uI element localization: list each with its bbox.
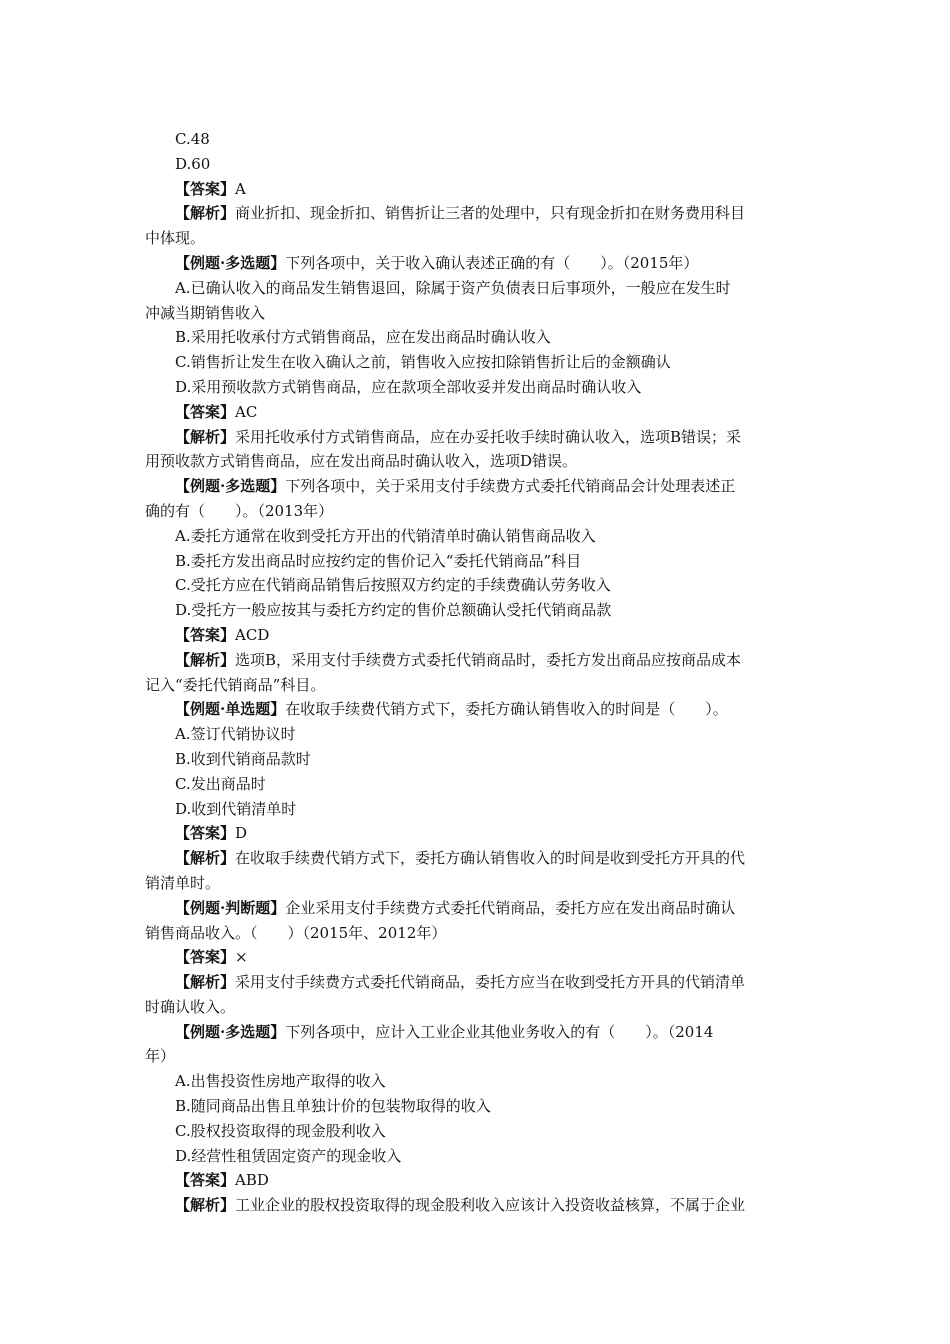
line-text: D.受托方一般应按其与委托方约定的售价总额确认受托代销商品款 [175,601,612,620]
text-line [145,499,807,524]
line-text: 记入“委托代销商品”科目。 [145,675,326,694]
line-text: 确的有（ ）。（2013年） [145,501,334,520]
text-line [145,747,807,772]
text-line [145,945,807,970]
line-text: 冲减当期销售收入 [145,303,266,322]
line-label: 【解析】 [175,973,236,992]
line-text: 时确认收入。 [145,997,236,1016]
line-text: C.股权投资取得的现金股利收入 [175,1121,386,1140]
line-text: A.签订代销协议时 [175,725,296,744]
text-line [145,400,807,425]
text-line [145,598,807,623]
line-text: 采用托收承付方式销售商品，应在办妥托收手续时确认收入，选项B错误；采 [235,427,742,446]
line-text: 中体现。 [145,229,206,248]
text-line [145,251,807,276]
line-label: 【答案】 [175,179,236,198]
line-text: 在收取手续费代销方式下，委托方确认销售收入的时间是收到受托方开具的代 [235,849,746,868]
line-text: A.委托方通常在收到受托方开出的代销清单时确认销售商品收入 [175,526,596,545]
line-label: 【答案】 [175,1171,236,1190]
text-line [145,325,807,350]
text-line [145,921,807,946]
text-line [145,301,807,326]
text-line [145,1044,807,1069]
line-text: 商业折扣、现金折扣、销售折让三者的处理中，只有现金折扣在财务费用科目 [235,204,746,223]
text-line [145,970,807,995]
line-text: AC [235,402,258,421]
line-label: 【答案】 [175,625,236,644]
line-text: C.销售折让发生在收入确认之前，销售收入应按扣除销售折让后的金额确认 [175,353,671,372]
line-text: A.已确认收入的商品发生销售退回，除属于资产负债表日后事项外，一般应在发生时 [175,278,731,297]
text-line [145,1193,807,1218]
line-text: A.出售投资性房地产取得的收入 [175,1072,386,1091]
line-text: D.收到代销清单时 [175,799,297,818]
line-text: D.60 [175,154,211,173]
text-line [145,995,807,1020]
line-text: ACD [235,625,270,644]
text-line [145,896,807,921]
text-line [145,1168,807,1193]
text-line [145,549,807,574]
text-line [145,127,807,152]
line-label: 【例题·单选题】 [175,700,286,719]
line-text: C.48 [175,130,210,148]
line-text: 下列各项中，应计入工业企业其他业务收入的有（ ）。（2014 [285,1022,714,1041]
text-line [145,1119,807,1144]
text-line [145,1069,807,1094]
text-line [145,1144,807,1169]
text-line [145,871,807,896]
line-label: 【解析】 [175,849,236,868]
line-text: × [235,948,248,967]
text-line [145,722,807,747]
line-label: 【解析】 [175,427,236,446]
line-text: D.经营性租赁固定资产的现金收入 [175,1146,402,1165]
line-text: 销清单时。 [145,873,221,892]
line-label: 【例题·多选题】 [175,253,286,272]
text-line [145,152,807,177]
text-line [145,425,807,450]
line-label: 【答案】 [175,402,236,421]
text-line [145,276,807,301]
text-line [145,201,807,226]
text-line [145,772,807,797]
line-text: 选项B，采用支付手续费方式委托代销商品时，委托方发出商品应按商品成本 [235,650,742,669]
line-text: B.收到代销商品款时 [175,749,311,768]
line-text: 下列各项中，关于收入确认表述正确的有（ ）。（2015年） [285,253,699,272]
line-text: B.采用托收承付方式销售商品，应在发出商品时确认收入 [175,328,551,347]
text-line [145,623,807,648]
line-label: 【解析】 [175,650,236,669]
line-text: D.采用预收款方式销售商品，应在款项全部收妥并发出商品时确认收入 [175,377,642,396]
line-text: B.随同商品出售且单独计价的包装物取得的收入 [175,1097,491,1116]
line-label: 【例题·多选题】 [175,1022,286,1041]
text-line [145,375,807,400]
text-line [145,474,807,499]
line-label: 【答案】 [175,948,236,967]
line-text: 在收取手续费代销方式下，委托方确认销售收入的时间是（ ）。 [285,700,728,719]
text-line [145,177,807,202]
line-text: C.受托方应在代销商品销售后按照双方约定的手续费确认劳务收入 [175,576,611,595]
line-label: 【解析】 [175,204,236,223]
text-line [145,524,807,549]
text-line [145,673,807,698]
text-line [145,648,807,673]
line-text: 年） [145,1047,176,1066]
text-line [145,573,807,598]
line-text: B.委托方发出商品时应按约定的售价记入“委托代销商品”科目 [175,551,582,570]
line-label: 【例题·多选题】 [175,477,286,496]
line-text: 销售商品收入。（ ）（2015年、2012年） [145,923,447,942]
line-text: A [235,179,246,198]
text-line [145,350,807,375]
line-text: 企业采用支付手续费方式委托代销商品，委托方应在发出商品时确认 [285,898,736,917]
line-text: 采用支付手续费方式委托代销商品，委托方应当在收到受托方开具的代销清单 [235,973,746,992]
document-body [145,127,807,1218]
line-text: 用预收款方式销售商品，应在发出商品时确认收入，选项D错误。 [145,452,578,471]
line-text: ABD [235,1171,269,1190]
text-line [145,449,807,474]
line-text: 工业企业的股权投资取得的现金股利收入应该计入投资收益核算，不属于企业 [235,1196,746,1215]
line-label: 【答案】 [175,824,236,843]
text-line [145,1020,807,1045]
text-line [145,697,807,722]
line-text: C.发出商品时 [175,774,266,793]
text-line [145,226,807,251]
text-line [145,1094,807,1119]
text-line [145,797,807,822]
line-text: D [235,824,248,843]
line-label: 【例题·判断题】 [175,898,286,917]
text-line [145,846,807,871]
line-label: 【解析】 [175,1196,236,1215]
text-line [145,821,807,846]
line-text: 下列各项中，关于采用支付手续费方式委托代销商品会计处理表述正 [285,477,736,496]
